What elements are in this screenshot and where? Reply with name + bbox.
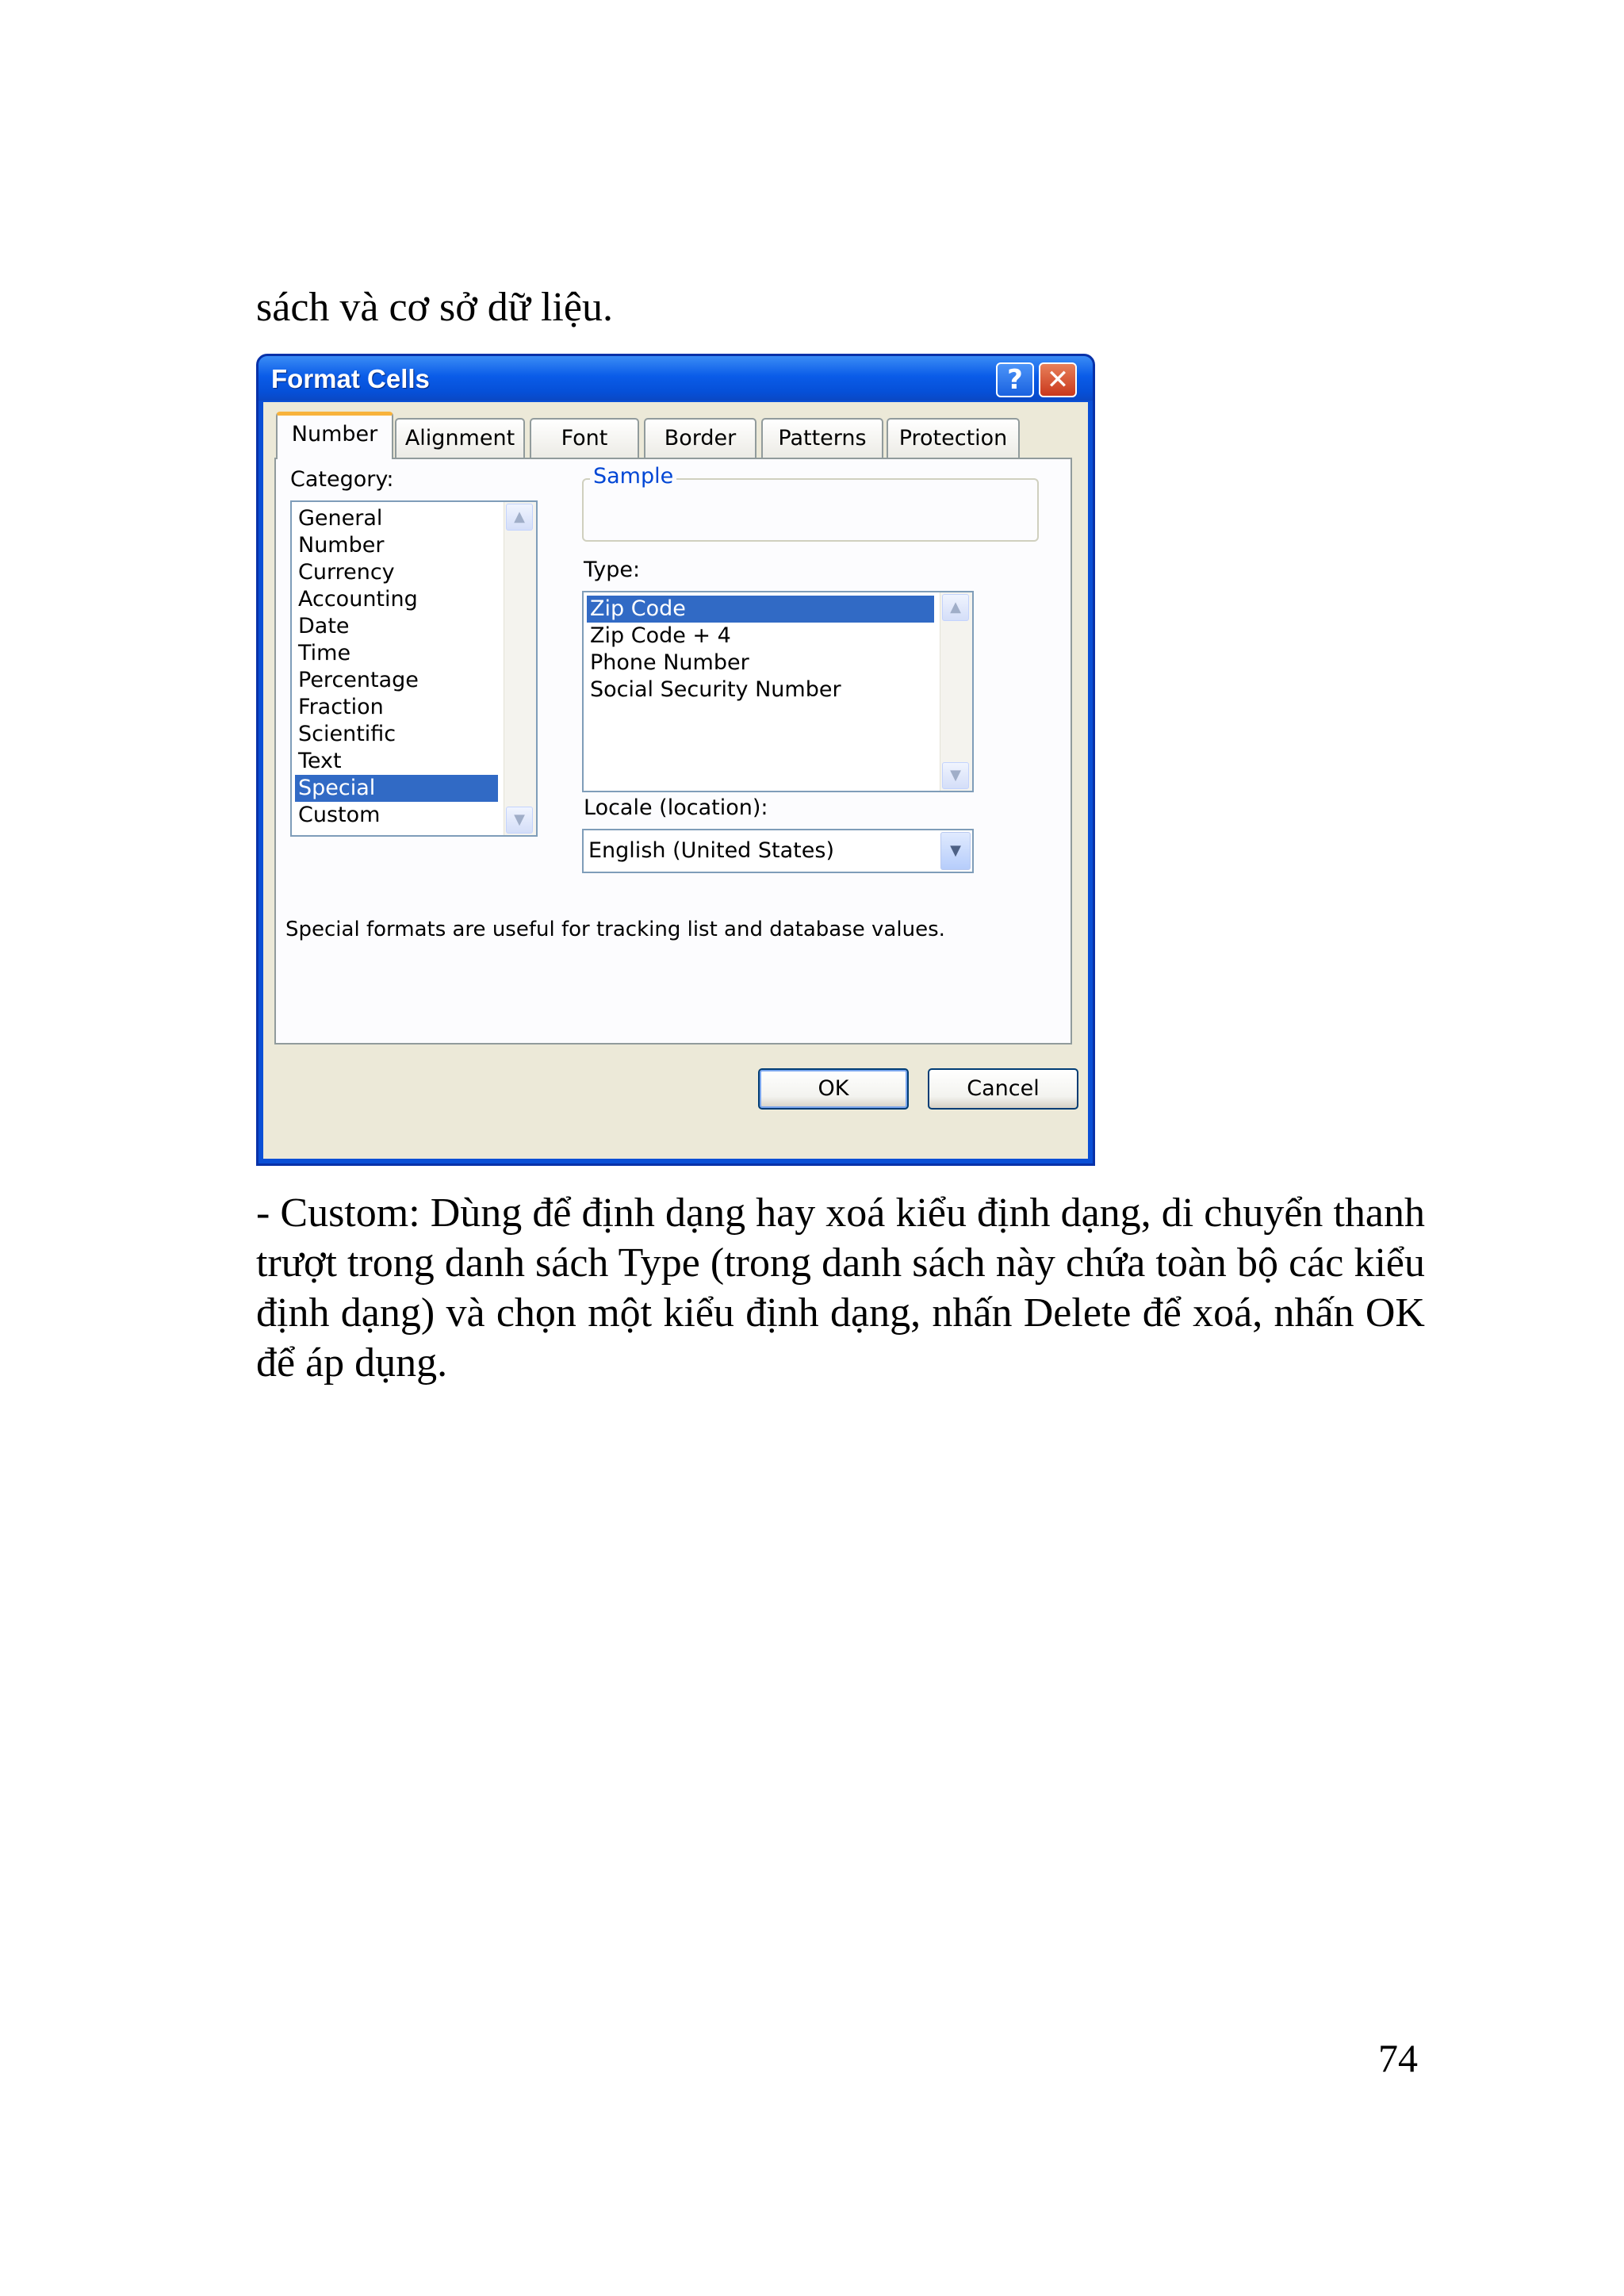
locale-value: English (United States) <box>588 838 834 863</box>
custom-description-paragraph: - Custom: Dùng để định dạng hay xoá kiểu định dạng, di chuyển thanh trượt trong danh sách Type (trong danh sách này chứa toàn bộ các kiểu định dạng) và chọn một kiểu định dạng, nhấn Delete để xoá, nhấn OK để áp dụng. <box>256 1190 1425 1386</box>
tab-border[interactable]: Border <box>644 418 756 458</box>
cancel-button[interactable]: Cancel <box>928 1068 1078 1110</box>
list-item-selected[interactable]: Special <box>295 775 498 802</box>
list-item[interactable]: Social Security Number <box>590 677 841 702</box>
type-list[interactable] <box>582 591 974 792</box>
list-item[interactable]: Number <box>298 533 385 558</box>
tab-font[interactable]: Font <box>530 418 639 458</box>
list-item[interactable]: General <box>298 506 383 531</box>
dialog-client-area <box>263 402 1088 1159</box>
format-description: Special formats are useful for tracking list and database values. <box>285 918 945 941</box>
ok-button[interactable]: OK <box>758 1068 909 1110</box>
number-tab-panel <box>274 458 1072 1045</box>
chevron-down-icon[interactable]: ▼ <box>940 832 971 870</box>
help-button[interactable]: ? <box>996 362 1034 397</box>
category-label: Category: <box>290 467 394 492</box>
list-item[interactable]: Zip Code + 4 <box>590 623 731 648</box>
list-item[interactable]: Time <box>298 641 351 665</box>
tab-protection[interactable]: Protection <box>887 418 1020 458</box>
tab-patterns[interactable]: Patterns <box>761 418 883 458</box>
type-label: Type: <box>584 558 641 582</box>
tab-alignment[interactable]: Alignment <box>395 418 525 458</box>
scroll-down-icon[interactable]: ▼ <box>506 807 533 834</box>
intro-text-line: sách và cơ sở dữ liệu. <box>256 285 613 330</box>
close-button[interactable] <box>1039 362 1077 397</box>
list-item[interactable]: Fraction <box>298 695 384 719</box>
category-scrollbar[interactable] <box>504 502 536 835</box>
list-item[interactable]: Percentage <box>298 668 419 692</box>
list-item[interactable]: Text <box>298 749 342 773</box>
type-scrollbar[interactable] <box>940 592 972 791</box>
list-item[interactable]: Date <box>298 614 350 638</box>
close-icon: ✕ <box>1046 364 1070 396</box>
locale-label: Locale (location): <box>584 795 768 820</box>
dialog-titlebar[interactable] <box>259 356 1093 401</box>
sample-label: Sample <box>590 464 676 489</box>
list-item[interactable]: Phone Number <box>590 650 749 675</box>
scroll-down-icon[interactable]: ▼ <box>942 762 969 789</box>
scroll-up-icon[interactable]: ▲ <box>942 594 969 621</box>
dialog-title: Format Cells <box>271 364 430 393</box>
locale-dropdown[interactable] <box>582 829 974 873</box>
page-number: 74 <box>1378 2036 1418 2080</box>
category-list[interactable] <box>290 500 538 837</box>
list-item[interactable]: Currency <box>298 560 395 585</box>
format-cells-dialog <box>256 354 1095 1166</box>
list-item[interactable]: Accounting <box>298 587 418 611</box>
scroll-up-icon[interactable]: ▲ <box>506 504 533 531</box>
list-item[interactable]: Scientific <box>298 722 396 746</box>
tab-number[interactable]: Number <box>276 412 393 459</box>
sample-group <box>582 464 1039 542</box>
list-item-selected[interactable]: Zip Code <box>587 596 934 623</box>
list-item[interactable]: Custom <box>298 803 381 827</box>
